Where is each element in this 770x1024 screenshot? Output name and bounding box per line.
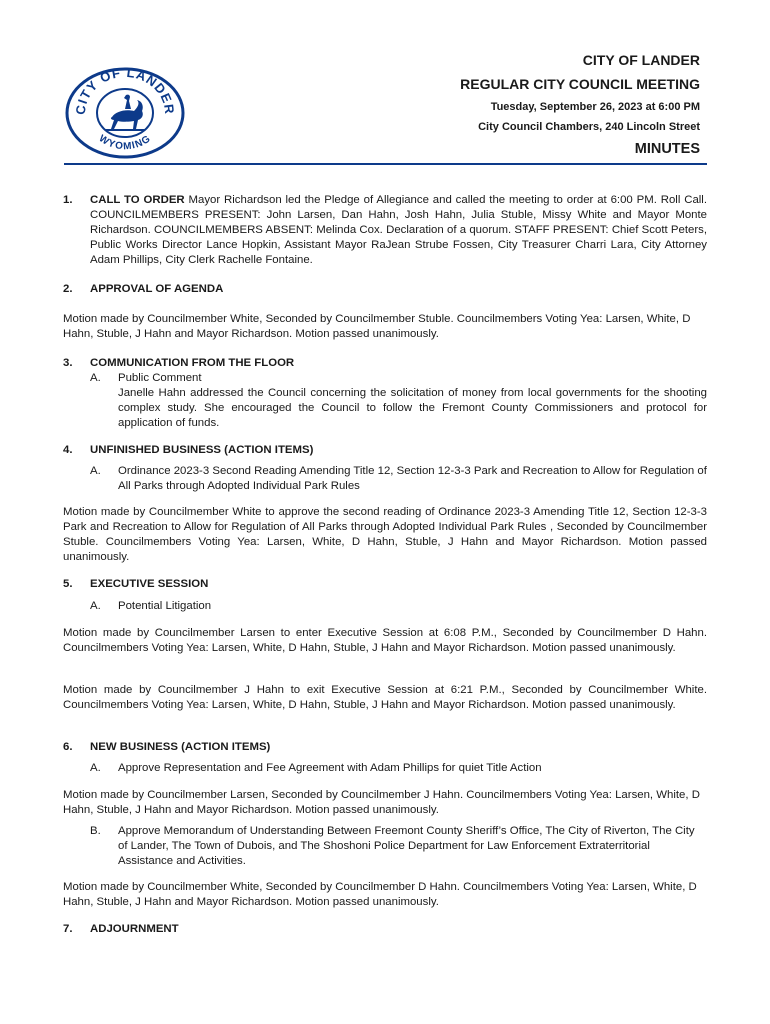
- svg-text:CITY OF LANDER: [73, 67, 178, 115]
- section-title: EXECUTIVE SESSION: [90, 578, 209, 590]
- city-seal-logo: [64, 67, 186, 159]
- item-title: Ordinance 2023-3 Second Reading Amending Title 12, Section 12-3-3 Park and Recreation to Allow for Regulation of All Parks through Adopted Individual Park Rules: [118, 465, 707, 492]
- section-title: CALL TO ORDER: [90, 194, 185, 206]
- section-number: 7.: [63, 923, 73, 935]
- item-label: B.: [90, 825, 101, 837]
- motion-text: Motion made by Councilmember Larsen to enter Executive Session at 6:08 P.M., Seconded by Councilmember D Hahn. Councilmembers Voting Yea: Larsen, White, D Hahn, Stuble, J Hahn and Mayor Richardson. Motion passed unanimously.: [63, 627, 707, 654]
- section-number: 4.: [63, 444, 73, 456]
- seal-top-text: CITY OF LANDER: [72, 67, 178, 116]
- item-title: Approve Memorandum of Understanding Between Freemont County Sheriff’s Office, The City of Riverton, The City of Lander, The Town of Dubois, and The Shoshoni Police Department for Law Enforcement Extraterritorial Assistance and Activities.: [118, 825, 695, 867]
- section-title: APPROVAL OF AGENDA: [90, 283, 224, 295]
- item-title: Approve Representation and Fee Agreement with Adam Phillips for quiet Title Action: [118, 762, 542, 774]
- section-body: Mayor Richardson led the Pledge of Allegiance and called the meeting to order at 6:00 PM. Roll Call. COUNCILMEMBERS PRESENT: John Larsen, Dan Hahn, Josh Hahn, Julia Stuble, Missy White and Mayor Monte Richardson. COUNCILMEMBERS ABSENT: Melinda Cox. Declaration of a quorum. STAFF PRESENT: Chief Scott Peters, Public Works Director Lance Hopkin, Assistant Mayor RaJean Strube Fossen, City Treasurer Charri Lara, City Attorney Adam Phillips, City Clerk Rachelle Fontaine.: [90, 194, 708, 266]
- section-title: UNFINISHED BUSINESS (ACTION ITEMS): [90, 444, 314, 456]
- meeting-date: Tuesday, September 26, 2023 at 6:00 PM: [490, 101, 700, 113]
- section-number: 2.: [63, 283, 73, 295]
- motion-text: Motion made by Councilmember White to approve the second reading of Ordinance 2023-3 Amending Title 12, Section 12-3-3 Park and Recreation to Allow for Regulation of All Parks through Adopted Individual Park Rules , Seconded by Councilmember Stuble. Councilmembers Voting Yea: Larsen, White, D Hahn, Stuble, J Hahn and Mayor Richardson. Motion passed unanimously.: [63, 506, 707, 563]
- section-title: NEW BUSINESS (ACTION ITEMS): [90, 741, 271, 753]
- motion-text: Motion made by Councilmember White, Seconded by Councilmember D Hahn. Councilmembers Voting Yea: Larsen, White, D Hahn, Stuble, J Hahn and Mayor Richardson. Motion passed unanimously.: [63, 881, 697, 908]
- motion-text: Motion made by Councilmember White, Seconded by Councilmember Stuble. Councilmembers Voting Yea: Larsen, White, D Hahn, Stuble, J Hahn and Mayor Richardson. Motion passed unanimously.: [63, 313, 691, 340]
- section-title: COMMUNICATION FROM THE FLOOR: [90, 357, 295, 369]
- item-title: Potential Litigation: [118, 600, 212, 612]
- meeting-location: City Council Chambers, 240 Lincoln Street: [478, 121, 700, 133]
- bronco-rider-icon: [105, 95, 145, 131]
- section-number: 1.: [63, 194, 73, 206]
- item-label: A.: [90, 762, 101, 774]
- section-title: ADJOURNMENT: [90, 923, 179, 935]
- item-label: A.: [90, 465, 101, 477]
- call-to-order-section: [90, 193, 707, 268]
- motion-text: Motion made by Councilmember J Hahn to exit Executive Session at 6:21 P.M., Seconded by Councilmember White. Councilmembers Voting Yea: Larsen, White, D Hahn, Stuble, J Hahn and Mayor Richardson. Motion passed unanimously.: [63, 684, 707, 711]
- item-label: A.: [90, 372, 101, 384]
- city-title: CITY OF LANDER: [582, 52, 700, 68]
- header-divider: [64, 163, 707, 165]
- item-body: Janelle Hahn addressed the Council concerning the solicitation of money from local governments for the shooting complex study. She encouraged the Council to follow the Fremont County Commissioners and protocol for application of funds.: [118, 387, 707, 429]
- section-number: 5.: [63, 578, 73, 590]
- motion-text: Motion made by Councilmember Larsen, Seconded by Councilmember J Hahn. Councilmembers Voting Yea: Larsen, White, D Hahn, Stuble, J Hahn and Mayor Richardson. Motion passed unanimously.: [63, 789, 700, 816]
- item-title: Public Comment: [118, 372, 202, 384]
- minutes-heading: MINUTES: [634, 141, 700, 157]
- seal-bottom-text: WYOMING: [96, 133, 154, 153]
- item-label: A.: [90, 600, 101, 612]
- section-number: 3.: [63, 357, 73, 369]
- meeting-title: REGULAR CITY COUNCIL MEETING: [460, 76, 700, 92]
- section-number: 6.: [63, 741, 73, 753]
